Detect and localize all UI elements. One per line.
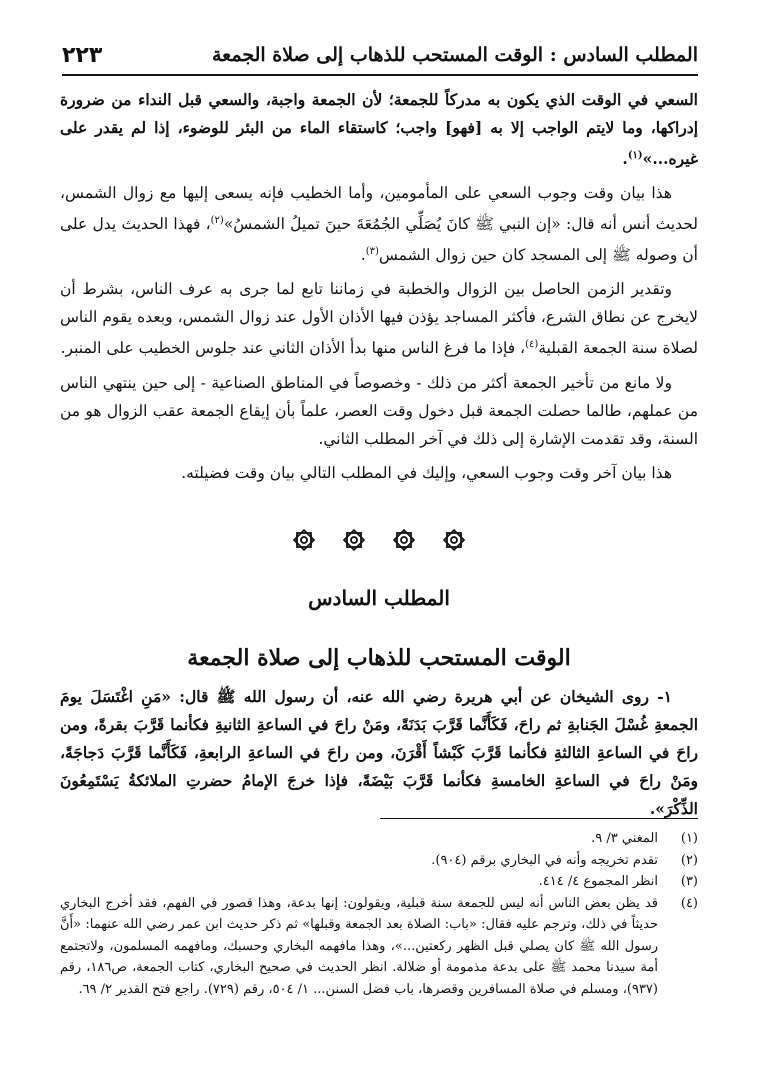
footnote-text: المغني ٣/ ٩. <box>591 831 658 846</box>
footnote-item <box>60 871 698 893</box>
paragraph-5: هذا بيان آخر وقت وجوب السعي، وإليك في المطلب التالي بيان وقت فضيلته. <box>181 463 672 482</box>
footnote-text: تقدم تخريجه وأنه في البخاري برقم (٩٠٤). <box>431 852 658 868</box>
running-header <box>62 36 698 76</box>
ornament-icon <box>392 528 416 552</box>
ornament-icon <box>292 528 316 552</box>
footnote-ref-2[interactable]: (٢) <box>210 215 224 227</box>
page-number: ٢٢٣ <box>62 42 103 68</box>
section-divider <box>0 528 758 552</box>
paragraph-4: ولا مانع من تأخير الجمعة أكثر من ذلك - وخصوصاً في المناطق الصناعية - إلى حين ينتهي الناس من عملهم، طالما حصلت الجمعة قبل دخول وقت العصر، علماً بأن إيقاع الجمعة عقب الزوال هو من السنة، وقد تقدمت الإشارة إلى ذلك في آخر المطلب الثاني. <box>60 373 698 448</box>
footnote-ref-1[interactable]: (١) <box>627 150 643 161</box>
footnote-ref-3[interactable]: (٣) <box>365 246 379 258</box>
footnote-number: (١) <box>680 831 698 846</box>
footnote-number: (٣) <box>680 874 698 889</box>
footnote-text: قد يظن بعض الناس أنه ليس للجمعة سنة قبلية، ويقولون: إنها بدعة، وهذا قصور في الفهم، فقد أخرج البخاري حديثاً في ذلك، وترجم عليه فقال: «باب: الصلاة بعد الجمعة وقبلها» ثم ذكر حديث ابن عمر رضي الله عنهما: «أَنَّ رسول الله ﷺ كان يصلي قبل الظهر ركعتين...»، وهذا مافهمه البخاري وحسبك، ومافهمه المسلمون، ولاتجتمع أمة سيدنا محمد ﷺ على بدعة مذمومة أو ضلالة. انظر الحديث في صحيح البخاري، كتاب الجمعة، ص١٨٦، رقم (٩٣٧)، ومسلم في صلاة المسافرين وقصرها، باب فضل السنن... ١/ ٥٠٤، رقم (٧٢٩). راجع فتح القدير ٢/ ٦٩. <box>60 895 658 997</box>
hadith-block <box>60 683 698 829</box>
footnote-item <box>60 893 698 1001</box>
footnote-item <box>60 828 698 850</box>
footnotes <box>60 828 698 1000</box>
footnote-item <box>60 850 698 872</box>
paragraph-1: السعي في الوقت الذي يكون به مدركاً للجمعة؛ لأن الجمعة واجبة، والسعي قبل النداء من ضرورة إدراكها، وما لايتم الواجب إلا به [فهو] واجب؛ كاستقاء الماء من البئر للوضوء، إذا لم يقدر على غيره...»$^{(١)}$. <box>60 90 698 169</box>
ornament-icon <box>442 528 466 552</box>
paragraph-3: وتقدير الزمن الحاصل بين الزوال والخطبة في زماننا تابع لما جرى به عرف الناس، بشرط أن لايخرج عن نطاق الشرع، فأكثر المساجد يؤذن فيها الأذان الأول عند زوال الشمس، وبعده يقوم الناس لصلاة سنة الجمعة القبلية$^{(٤)}$، فإذا ما فرغ الناس منها بدأ الأذان الثاني عند جلوس الخطيب على المنبر. <box>60 280 698 358</box>
footnote-number: (٢) <box>680 852 698 868</box>
footnote-ref-4[interactable]: (٤) <box>525 339 539 351</box>
footnote-text: انظر المجموع ٤/ ٤١٤. <box>538 874 658 889</box>
running-title: المطلب السادس : الوقت المستحب للذهاب إلى صلاة الجمعة <box>211 44 698 66</box>
section-title: الوقت المستحب للذهاب إلى صلاة الجمعة <box>187 645 571 671</box>
section-heading: المطلب السادس <box>308 586 450 610</box>
paragraph-2: هذا بيان وقت وجوب السعي على المأمومين، وأما الخطيب فإنه يسعى إليها مع زوال الشمس، لحديث أنس أنه قال: «إن النبي ﷺ كانَ يُصَلِّي الجُمُعَةَ حينَ تميلُ الشمسُ»$^{(٢)}$، فهذا الحديث يدل على أن وصوله ﷺ إلى المسجد كان حين زوال الشمس$^{(٣)}$. <box>60 184 698 265</box>
hadith-paragraph: ١- روى الشيخان عن أبي هريرة رضي الله عنه، أن رسول الله ﷺ قال: «مَنِ اغْتَسَلَ يومَ الجمعةِ غُسْلَ الجَنابةِ ثم راحَ، فَكَأَنَّما قَرَّبَ بَدَنَةً، ومَنْ راحَ في الساعةِ الثانيةِ فكأنما قَرَّبَ بقرةً، ومن راحَ في الساعةِ الثالثةِ فكأنما قَرَّبَ كَبْشاً أَقْرَنَ، ومن راحَ في الساعةِ الرابعةِ، فَكَأَنَّما قَرَّبَ دَجاجَةً، ومَنْ راحَ في الساعةِ الخامسةِ فكأنما قَرَّبَ بَيْضَةً، فإذا خرجَ الإمامُ حضرتِ الملائكةُ يَسْتَمِعُونَ الذِّكْرَ». <box>60 687 698 818</box>
footnote-number: (٤) <box>680 895 698 911</box>
footnote-separator <box>380 818 698 819</box>
main-text <box>60 86 698 493</box>
ornament-icon <box>342 528 366 552</box>
